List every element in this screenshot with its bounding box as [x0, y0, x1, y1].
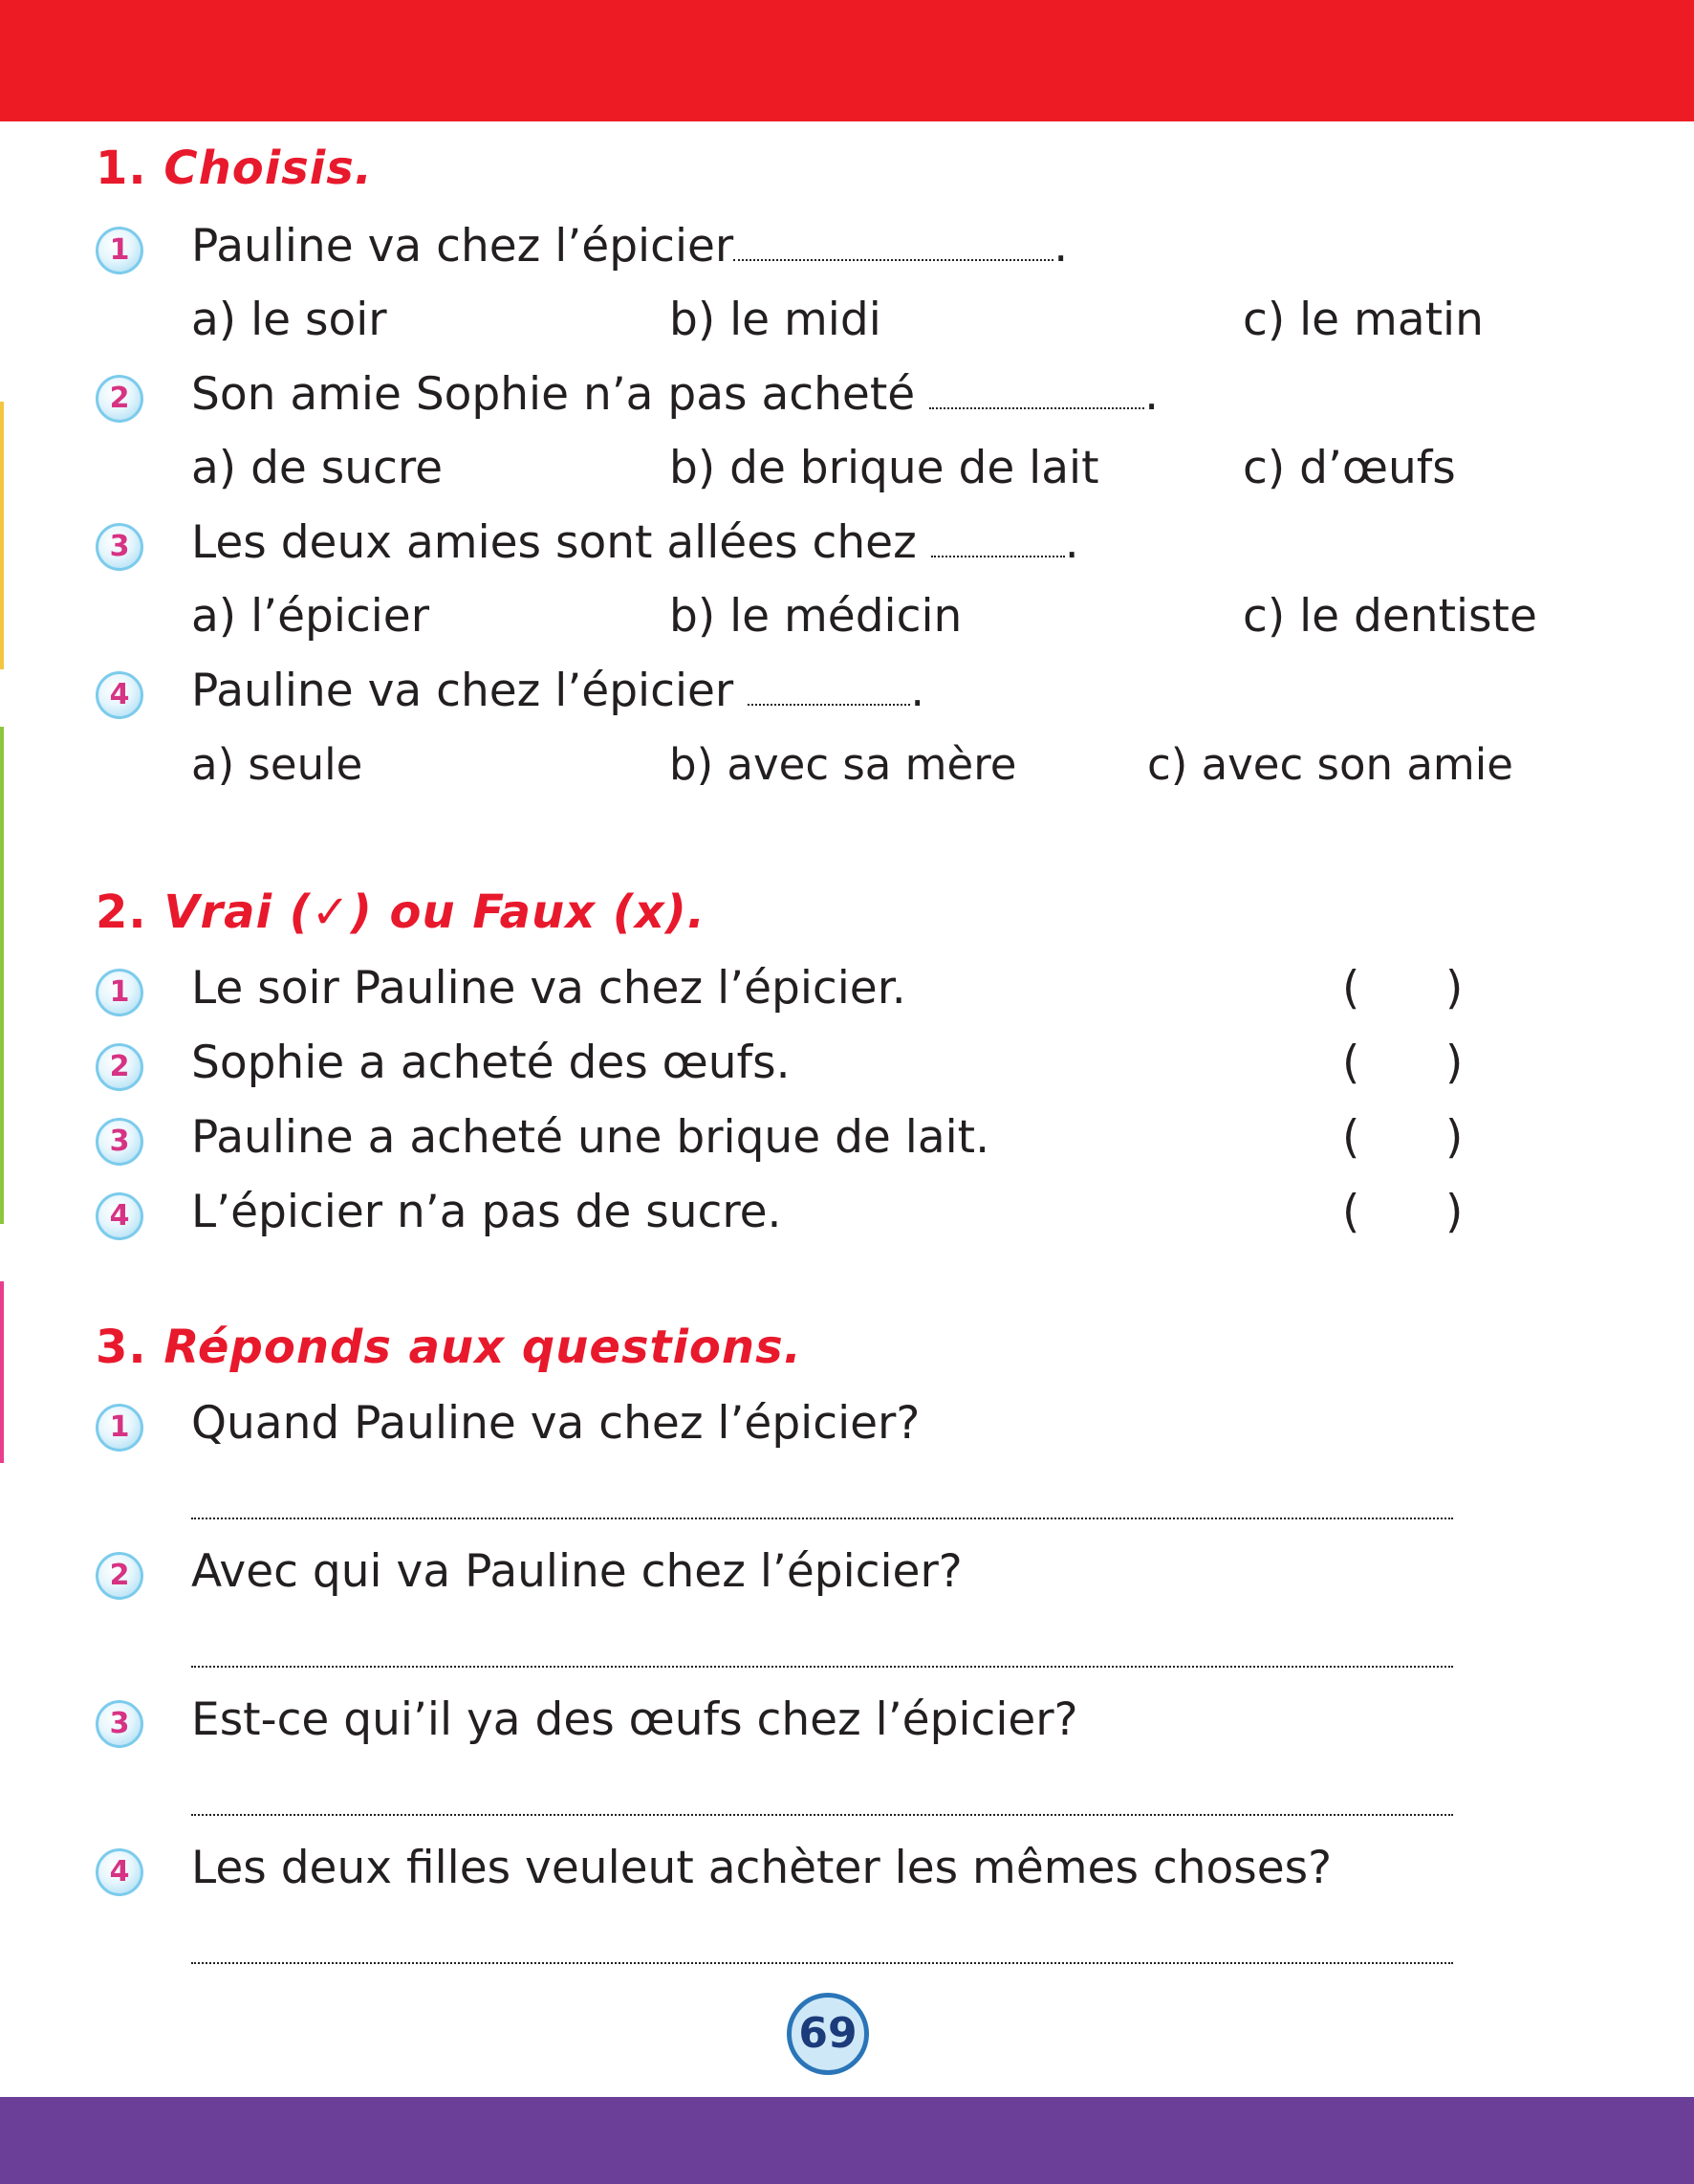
section-1-title — [96, 142, 373, 195]
statement-text: Le soir Pauline va chez l’épicier. — [191, 962, 906, 1015]
question-stem: Les deux amies sont allées chez — [191, 516, 931, 569]
section-3-number: 3. — [96, 1321, 147, 1374]
statement-number-badge: 3 — [96, 1118, 143, 1166]
question-number-badge: 4 — [96, 1848, 143, 1896]
question-number-badge: 3 — [96, 1700, 143, 1748]
answer-line[interactable] — [191, 1666, 1453, 1668]
fill-blank[interactable] — [748, 667, 910, 706]
question-text — [191, 516, 1079, 570]
fill-blank[interactable] — [733, 223, 1053, 261]
fill-blank[interactable] — [931, 519, 1065, 557]
top-color-band — [0, 0, 1694, 121]
question-end: . — [1064, 516, 1079, 569]
question-text: Est-ce qui’il ya des œufs chez l’épicier? — [191, 1693, 1078, 1746]
question-number-badge: 2 — [96, 1552, 143, 1600]
fill-blank[interactable] — [929, 371, 1144, 409]
section-3-heading: Réponds aux questions. — [163, 1321, 802, 1374]
statement-number-badge: 1 — [96, 969, 143, 1016]
answer-parentheses[interactable]: ( ) — [1342, 1186, 1464, 1238]
question-text — [191, 220, 1068, 273]
option-b[interactable]: b) le médicin — [669, 590, 963, 643]
option-b[interactable]: b) avec sa mère — [669, 739, 1017, 790]
question-end: . — [910, 665, 925, 717]
question-text: Avec qui va Pauline chez l’épicier? — [191, 1545, 963, 1598]
side-color-mark — [0, 727, 4, 1224]
question-text: Quand Pauline va chez l’épicier? — [191, 1397, 921, 1450]
question-text: Les deux filles veuleut achèter les mêmes choses? — [191, 1842, 1333, 1894]
question-end: . — [1053, 220, 1069, 273]
question-stem: Pauline va chez l’épicier — [191, 665, 749, 717]
option-a[interactable]: a) le soir — [191, 294, 387, 346]
answer-line[interactable] — [191, 1962, 1453, 1964]
statement-number-badge: 4 — [96, 1192, 143, 1240]
question-stem: Son amie Sophie n’a pas acheté — [191, 368, 930, 421]
option-c[interactable]: c) avec son amie — [1147, 739, 1513, 790]
section-3-title — [96, 1321, 802, 1374]
side-color-mark — [0, 1281, 4, 1463]
answer-parentheses[interactable]: ( ) — [1342, 962, 1464, 1015]
section-1-heading: Choisis. — [163, 142, 374, 195]
question-number-badge: 2 — [96, 375, 143, 423]
answer-parentheses[interactable]: ( ) — [1342, 1037, 1464, 1089]
option-a[interactable]: a) l’épicier — [191, 590, 430, 643]
statement-text: L’épicier n’a pas de sucre. — [191, 1186, 782, 1238]
answer-line[interactable] — [191, 1518, 1453, 1519]
question-number-badge: 4 — [96, 671, 143, 719]
bottom-color-band — [0, 2097, 1694, 2184]
page-number: 69 — [787, 1993, 869, 2075]
question-number-badge: 1 — [96, 227, 143, 274]
answer-line[interactable] — [191, 1814, 1453, 1816]
option-b[interactable]: b) de brique de lait — [669, 442, 1099, 494]
question-text — [191, 368, 1159, 422]
question-number-badge: 1 — [96, 1404, 143, 1452]
statement-text: Pauline a acheté une brique de lait. — [191, 1111, 990, 1164]
question-text — [191, 665, 924, 718]
section-2-title — [96, 885, 706, 939]
option-b[interactable]: b) le midi — [669, 294, 881, 346]
side-color-mark — [0, 402, 4, 669]
question-number-badge: 3 — [96, 523, 143, 571]
statement-text: Sophie a acheté des œufs. — [191, 1037, 791, 1089]
section-1-number: 1. — [96, 142, 147, 195]
option-c[interactable]: c) le dentiste — [1243, 590, 1537, 643]
option-a[interactable]: a) de sucre — [191, 442, 444, 494]
option-a[interactable]: a) seule — [191, 739, 363, 790]
option-c[interactable]: c) d’œufs — [1243, 442, 1456, 494]
answer-parentheses[interactable]: ( ) — [1342, 1111, 1464, 1164]
section-2-heading: Vrai (✓) ou Faux (x). — [163, 885, 706, 939]
statement-number-badge: 2 — [96, 1043, 143, 1091]
question-end: . — [1144, 368, 1160, 421]
option-c[interactable]: c) le matin — [1243, 294, 1484, 346]
section-2-number: 2. — [96, 885, 147, 939]
question-stem: Pauline va chez l’épicier — [191, 220, 734, 273]
